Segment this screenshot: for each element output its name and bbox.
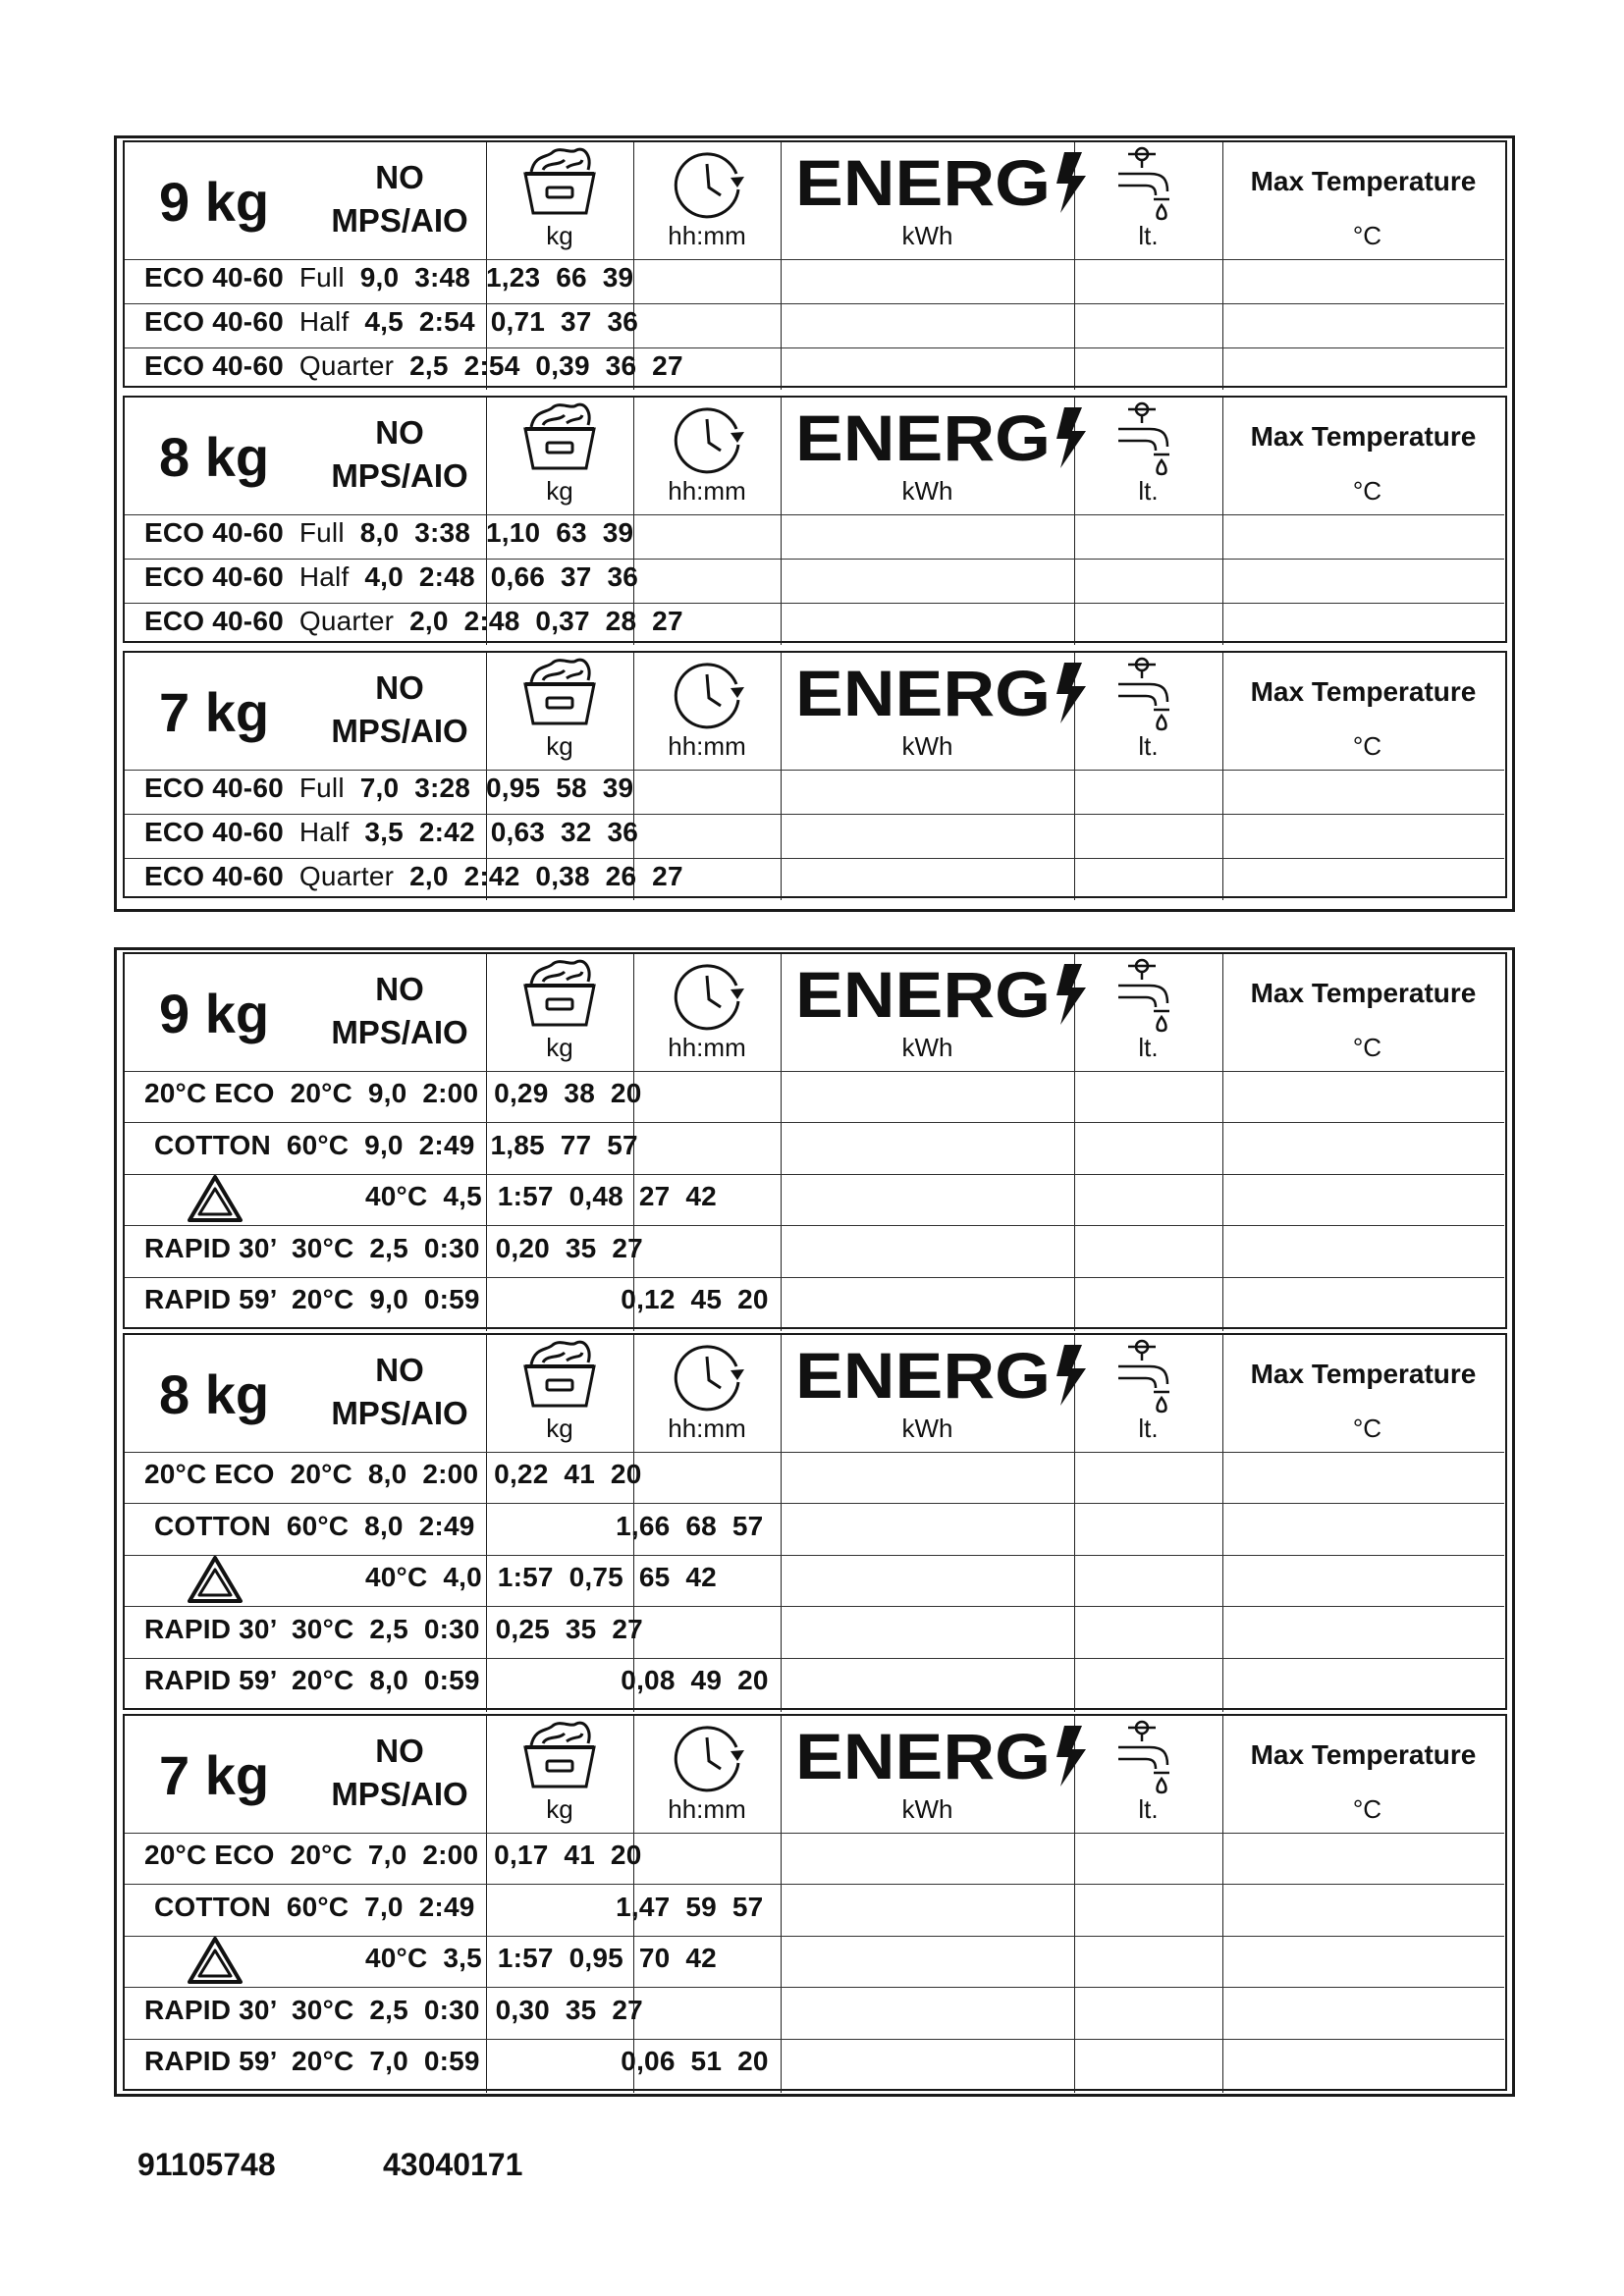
energy-logo-text: ENERG [795, 1720, 1051, 1789]
row-divider [125, 514, 1504, 515]
eco-row [144, 306, 638, 338]
row-values: 2,0 2:48 0,37 28 27 [409, 606, 683, 636]
no-label: NO [375, 669, 424, 706]
energy-logo-text: ENERG [795, 1339, 1051, 1408]
unit-time: hh:mm [668, 221, 746, 250]
unit-kg: kg [546, 731, 573, 761]
no-label: NO [375, 414, 424, 451]
unit-energy: kWh [901, 1794, 953, 1824]
program-row: 40°C 3,5 1:57 0,95 70 42 [365, 1943, 717, 1973]
unit-time: hh:mm [668, 476, 746, 506]
clock-icon [668, 400, 748, 485]
delicate-wash-icon [186, 1554, 244, 1610]
column-divider [781, 954, 782, 1331]
unit-temp: °C [1352, 1794, 1382, 1824]
row-divider [125, 1122, 1504, 1123]
load-level: Quarter [298, 861, 395, 891]
eco-row [144, 861, 683, 892]
program-row: 40°C 4,0 1:57 0,75 65 42 [365, 1562, 717, 1592]
unit-water: lt. [1138, 1794, 1159, 1824]
program-row: RAPID 30’ 30°C 2,5 0:30 0,20 35 27 [144, 1232, 643, 1263]
energy-logo [795, 1720, 1090, 1789]
max-temperature-label: Max Temperature [1250, 1359, 1477, 1389]
eco-section [123, 651, 1507, 898]
energy-logo [795, 958, 1090, 1027]
delicate-wash-icon [186, 1935, 244, 1991]
program-section [123, 1333, 1507, 1710]
program-section [123, 952, 1507, 1329]
load-level: Quarter [298, 350, 395, 381]
row-divider [125, 1658, 1504, 1659]
laundry-basket-icon [517, 400, 602, 481]
code-1: 91105748 [137, 2147, 276, 2182]
capacity-label: 8 kg [159, 1363, 270, 1425]
max-temperature-label: Max Temperature [1250, 1739, 1477, 1770]
max-temperature-label: Max Temperature [1250, 978, 1477, 1008]
row-divider [125, 1277, 1504, 1278]
unit-time: hh:mm [668, 1414, 746, 1443]
energy-logo [795, 401, 1090, 470]
laundry-basket-icon [517, 144, 602, 226]
program-name: ECO 40-60 [144, 517, 284, 548]
unit-water: lt. [1138, 731, 1159, 761]
program-row: 40°C 4,5 1:57 0,48 27 42 [365, 1181, 717, 1211]
laundry-basket-icon [517, 655, 602, 736]
row-divider [125, 1936, 1504, 1937]
no-label: NO [375, 971, 424, 1007]
energy-logo-text: ENERG [795, 657, 1051, 725]
load-level: Half [298, 306, 350, 337]
eco-section [123, 140, 1507, 388]
mps-aio-label: MPS/AIO [331, 1014, 468, 1050]
row-values: 4,5 2:54 0,71 37 36 [364, 306, 638, 337]
program-row: RAPID 59’ 20°C 8,0 0:59 0,08 49 20 [144, 1665, 769, 1695]
column-divider [1222, 954, 1223, 1331]
load-level: Full [298, 773, 345, 803]
water-tap-icon [1112, 1718, 1181, 1799]
unit-temp: °C [1352, 476, 1382, 506]
column-divider [781, 653, 782, 900]
laundry-basket-icon [517, 1718, 602, 1799]
row-divider [125, 1833, 1504, 1834]
unit-energy: kWh [901, 731, 953, 761]
unit-temp: °C [1352, 731, 1382, 761]
water-tap-icon [1112, 956, 1181, 1038]
row-divider [125, 770, 1504, 771]
energy-logo [795, 657, 1090, 725]
row-divider [125, 2039, 1504, 2040]
laundry-basket-icon [517, 956, 602, 1038]
clock-icon [668, 1337, 748, 1422]
program-row: RAPID 30’ 30°C 2,5 0:30 0,25 35 27 [144, 1613, 643, 1644]
unit-time: hh:mm [668, 1033, 746, 1062]
row-divider [125, 603, 1504, 604]
row-values: 3,5 2:42 0,63 32 36 [364, 817, 638, 847]
unit-energy: kWh [901, 1414, 953, 1443]
capacity-label: 9 kg [159, 171, 270, 233]
water-tap-icon [1112, 655, 1181, 736]
energy-logo-text: ENERG [795, 146, 1051, 215]
program-row: RAPID 59’ 20°C 7,0 0:59 0,06 51 20 [144, 2046, 769, 2076]
mps-aio-label: MPS/AIO [331, 1395, 468, 1431]
row-divider [125, 347, 1504, 348]
program-row: 20°C ECO 20°C 8,0 2:00 0,22 41 20 [144, 1459, 642, 1489]
column-divider [781, 1716, 782, 2093]
water-tap-icon [1112, 1337, 1181, 1418]
eco-row [144, 350, 683, 382]
eco-row [144, 606, 683, 637]
unit-kg: kg [546, 476, 573, 506]
load-level: Full [298, 517, 345, 548]
row-divider [125, 1452, 1504, 1453]
program-name: ECO 40-60 [144, 606, 284, 636]
water-tap-icon [1112, 144, 1181, 226]
eco-row [144, 817, 638, 848]
unit-water: lt. [1138, 221, 1159, 250]
program-row: RAPID 30’ 30°C 2,5 0:30 0,30 35 27 [144, 1994, 643, 2025]
row-values: 2,0 2:42 0,38 26 27 [409, 861, 683, 891]
eco-row [144, 262, 633, 294]
max-temperature-label: Max Temperature [1250, 676, 1477, 707]
max-temperature-label: Max Temperature [1250, 421, 1477, 452]
program-name: ECO 40-60 [144, 817, 284, 847]
load-level: Full [298, 262, 345, 293]
load-level: Half [298, 561, 350, 592]
eco-row [144, 517, 633, 549]
program-section [123, 1714, 1507, 2091]
laundry-basket-icon [517, 1337, 602, 1418]
row-divider [125, 1987, 1504, 1988]
capacity-label: 7 kg [159, 681, 270, 743]
column-divider [1222, 1716, 1223, 2093]
program-name: ECO 40-60 [144, 861, 284, 891]
capacity-label: 8 kg [159, 426, 270, 488]
column-divider [781, 398, 782, 645]
row-values: 7,0 3:28 0,95 58 39 [359, 773, 634, 803]
program-row: 20°C ECO 20°C 9,0 2:00 0,29 38 20 [144, 1078, 642, 1108]
row-values: 4,0 2:48 0,66 37 36 [364, 561, 638, 592]
program-row: 20°C ECO 20°C 7,0 2:00 0,17 41 20 [144, 1840, 642, 1870]
column-divider [781, 142, 782, 390]
mps-aio-label: MPS/AIO [331, 202, 468, 239]
load-level: Half [298, 817, 350, 847]
column-divider [781, 1335, 782, 1712]
unit-energy: kWh [901, 1033, 953, 1062]
unit-time: hh:mm [668, 731, 746, 761]
capacity-label: 7 kg [159, 1744, 270, 1806]
row-divider [125, 814, 1504, 815]
no-label: NO [375, 1733, 424, 1769]
no-label: NO [375, 1352, 424, 1388]
row-divider [125, 559, 1504, 560]
unit-temp: °C [1352, 1414, 1382, 1443]
water-tap-icon [1112, 400, 1181, 481]
max-temperature-label: Max Temperature [1250, 166, 1477, 196]
unit-water: lt. [1138, 476, 1159, 506]
program-row: COTTON 60°C 8,0 2:49 1,66 68 57 [154, 1510, 764, 1541]
capacity-label: 9 kg [159, 983, 270, 1044]
energy-logo [795, 1339, 1090, 1408]
clock-icon [668, 655, 748, 740]
unit-kg: kg [546, 1033, 573, 1062]
unit-time: hh:mm [668, 1794, 746, 1824]
program-row: COTTON 60°C 7,0 2:49 1,47 59 57 [154, 1891, 764, 1922]
unit-kg: kg [546, 221, 573, 250]
program-name: ECO 40-60 [144, 306, 284, 337]
unit-water: lt. [1138, 1033, 1159, 1062]
program-row: COTTON 60°C 9,0 2:49 1,85 77 57 [154, 1129, 638, 1160]
program-name: ECO 40-60 [144, 773, 284, 803]
delicate-wash-icon [186, 1173, 244, 1229]
program-name: ECO 40-60 [144, 350, 284, 381]
row-divider [125, 1503, 1504, 1504]
column-divider [1222, 1335, 1223, 1712]
row-values: 9,0 3:48 1,23 66 39 [359, 262, 634, 293]
mps-aio-label: MPS/AIO [331, 457, 468, 494]
energy-logo [795, 146, 1090, 215]
row-values: 8,0 3:38 1,10 63 39 [359, 517, 634, 548]
energy-logo-text: ENERG [795, 958, 1051, 1027]
row-values: 2,5 2:54 0,39 36 27 [409, 350, 683, 381]
row-divider [125, 1174, 1504, 1175]
clock-icon [668, 144, 748, 230]
energy-logo-text: ENERG [795, 401, 1051, 470]
row-divider [125, 1071, 1504, 1072]
mps-aio-label: MPS/AIO [331, 713, 468, 749]
unit-water: lt. [1138, 1414, 1159, 1443]
unit-kg: kg [546, 1794, 573, 1824]
program-row: RAPID 59’ 20°C 9,0 0:59 0,12 45 20 [144, 1284, 769, 1314]
clock-icon [668, 956, 748, 1041]
unit-temp: °C [1352, 1033, 1382, 1062]
eco-row [144, 561, 638, 593]
row-divider [125, 1555, 1504, 1556]
eco-section [123, 396, 1507, 643]
unit-temp: °C [1352, 221, 1382, 250]
no-label: NO [375, 159, 424, 195]
code-2: 43040171 [383, 2147, 523, 2182]
unit-kg: kg [546, 1414, 573, 1443]
mps-aio-label: MPS/AIO [331, 1776, 468, 1812]
unit-energy: kWh [901, 221, 953, 250]
row-divider [125, 259, 1504, 260]
unit-energy: kWh [901, 476, 953, 506]
eco-row [144, 773, 633, 804]
row-divider [125, 1884, 1504, 1885]
clock-icon [668, 1718, 748, 1803]
row-divider [125, 303, 1504, 304]
load-level: Quarter [298, 606, 395, 636]
program-name: ECO 40-60 [144, 262, 284, 293]
program-name: ECO 40-60 [144, 561, 284, 592]
row-divider [125, 1225, 1504, 1226]
row-divider [125, 1606, 1504, 1607]
row-divider [125, 858, 1504, 859]
